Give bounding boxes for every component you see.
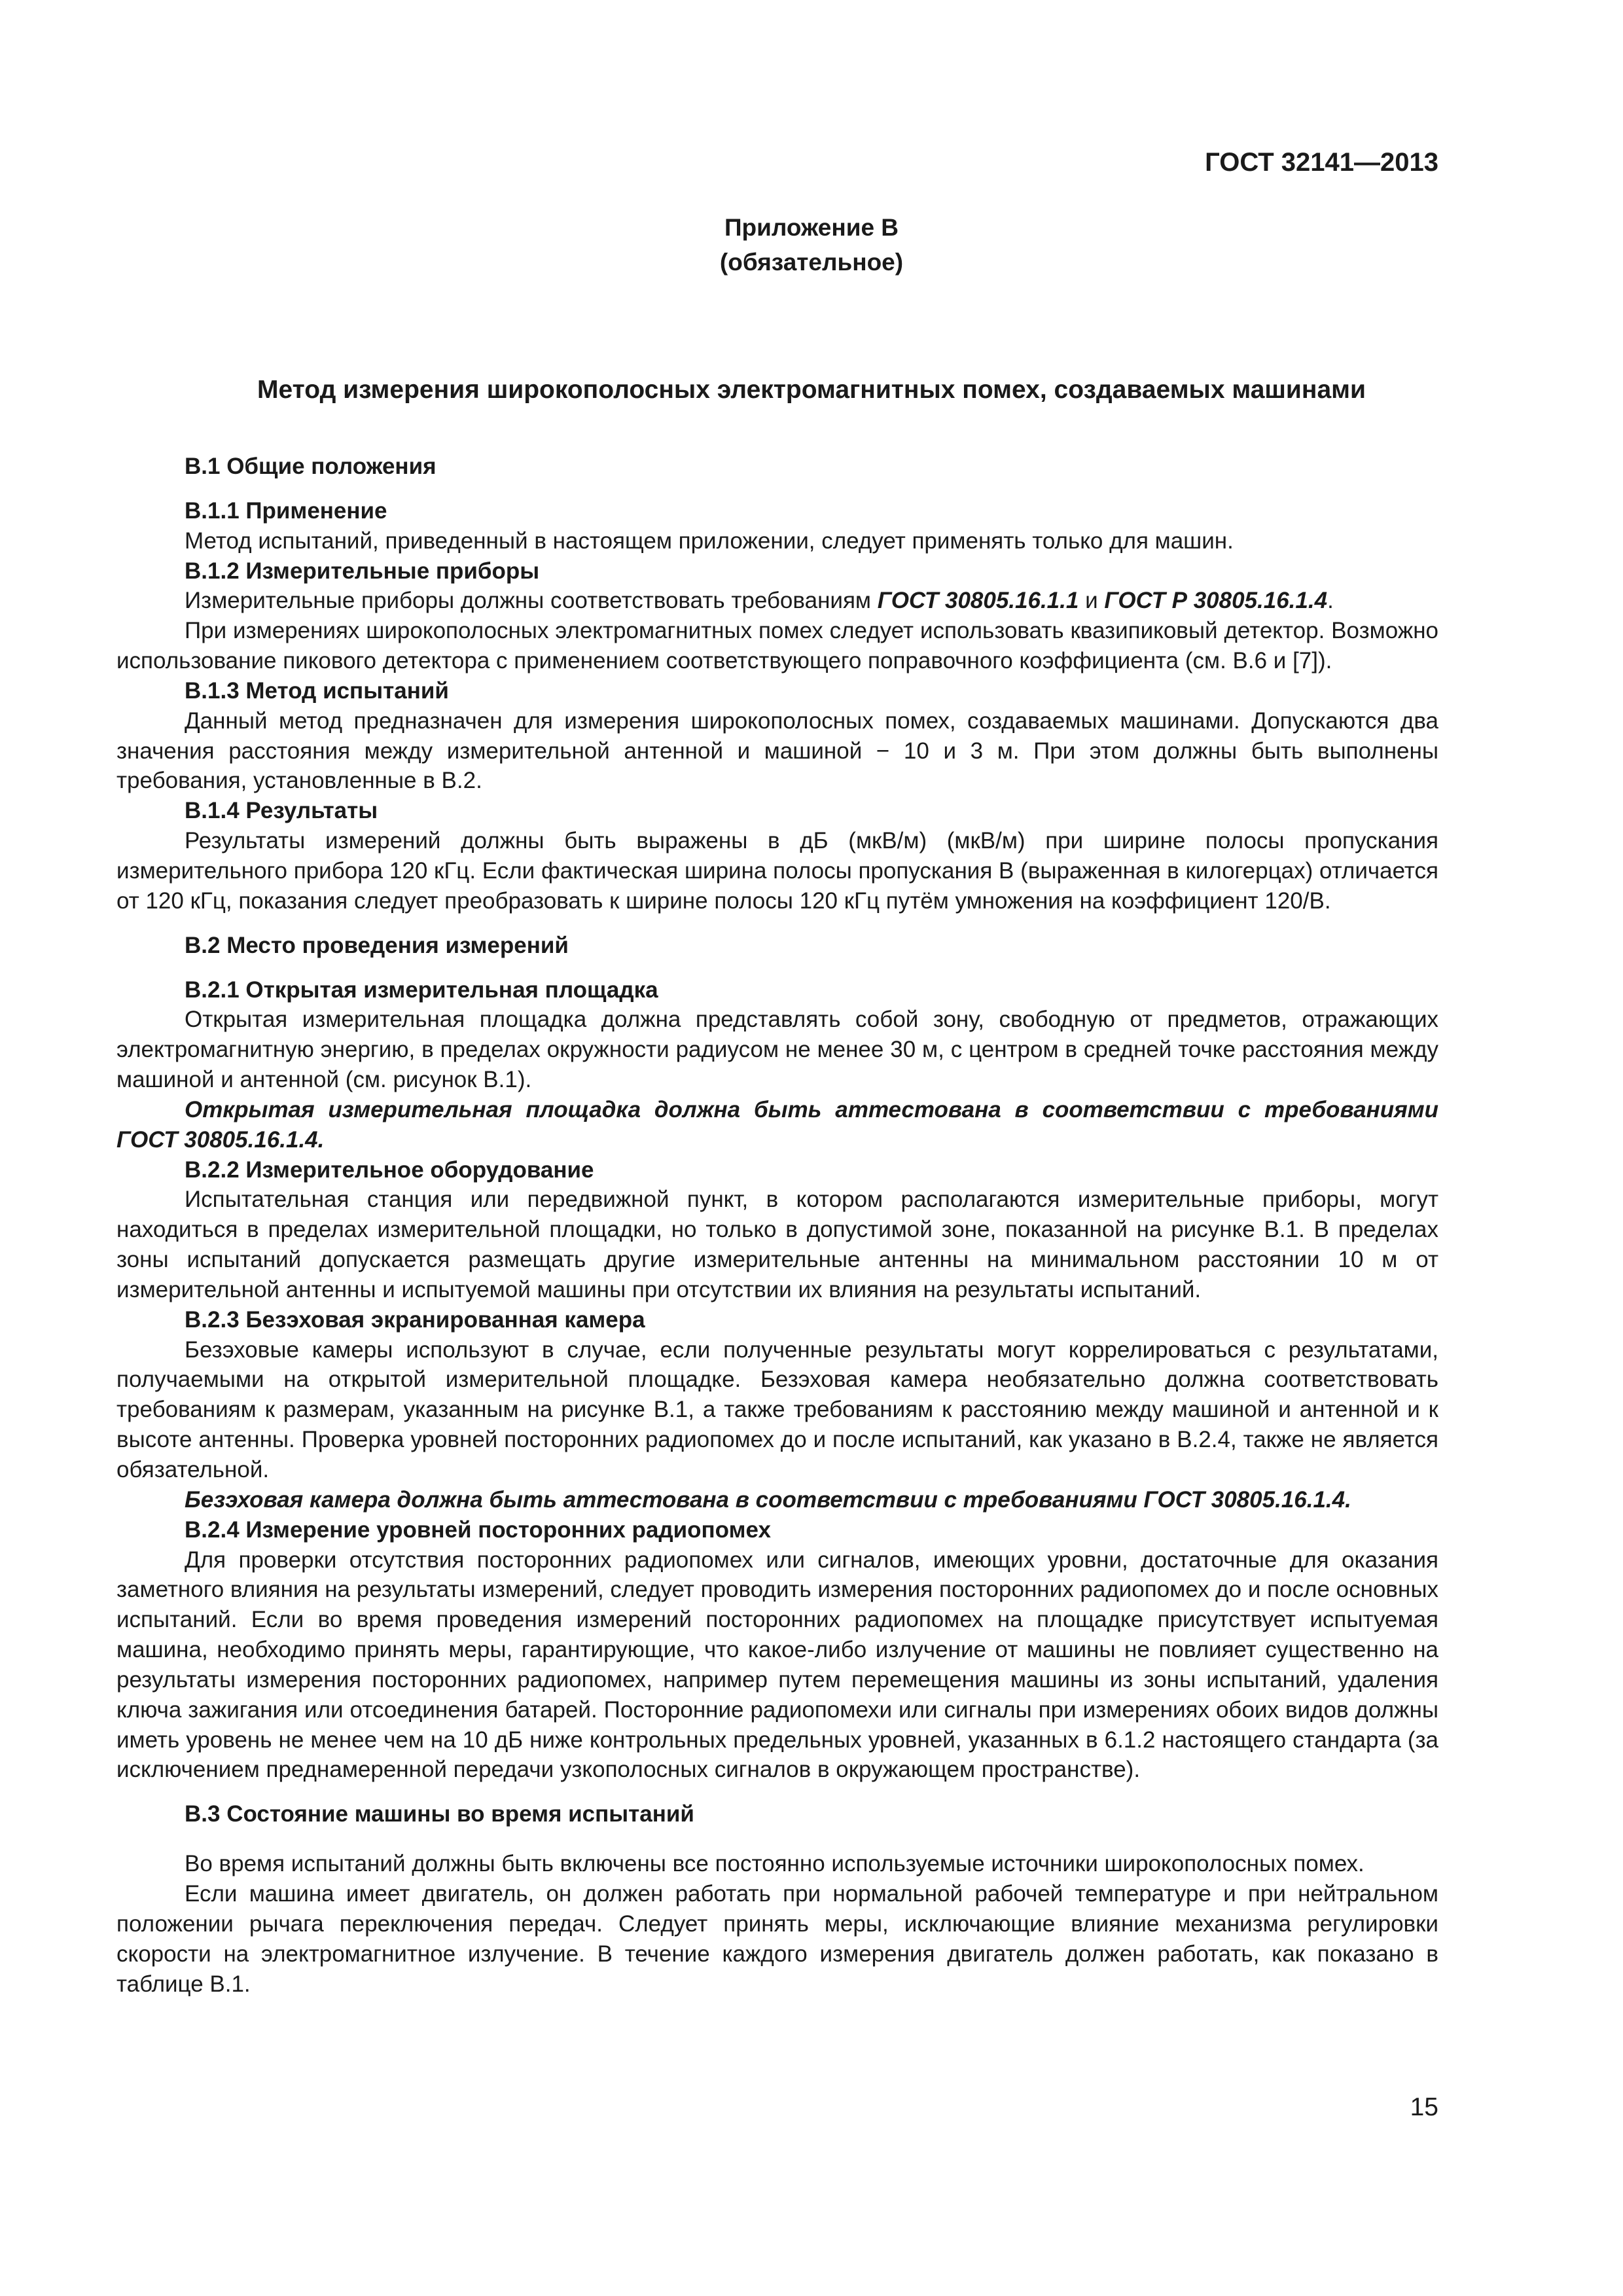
paragraph-b3-engine: Если машина имеет двигатель, он должен работать при нормальной рабочей температуре и при нейтральном положении рычага переключения передач. Следует принять меры, исключающие влияние механизма регулировки скорости на электромагнитное излучение. В течение каждого измерения двигатель должен работать, как показано в таблице В.1. <box>116 1880 1438 1997</box>
section-heading-b3: В.3 Состояние машины во время испытаний <box>185 1801 694 1827</box>
subsection-heading-b24: В.2.4 Измерение уровней посторонних радиопомех <box>185 1516 771 1543</box>
paragraph-b3-sources: Во время испытаний должны быть включены все постоянно используемые источники широкополосных помех. <box>185 1851 1364 1877</box>
paragraph-b22: Испытательная станция или передвижной пункт, в котором располагаются измерительные приборы, могут находиться в пределах измерительной площадки, но только в допустимой зоне, показанной на рисунке В.1. В пределах зоны испытаний допускается размещать другие измерительные антенны на минимальном расстоянии 10 м от измерительной антенны и испытуемой машины при отсутствии их влияния на результаты испытаний. <box>116 1187 1438 1302</box>
subsection-heading-b12: В.1.2 Измерительные приборы <box>185 558 540 584</box>
text-run: и <box>1079 588 1105 614</box>
paragraph-b14: Результаты измерений должны быть выражены в дБ (мкВ/м) (мкВ/м) при ширине полосы пропускания измерительного прибора 120 кГц. Если фактическая ширина полосы пропускания В (выраженная в килогерцах) отличается от 120 кГц, показания следует преобразовать к ширине полосы 120 кГц путём умножения на коэффициент 120/В. <box>116 828 1438 914</box>
text-run: Измерительные приборы должны соответствовать требованиям <box>185 588 878 614</box>
section-heading-b1: В.1 Общие положения <box>185 454 437 479</box>
paragraph-b12-instruments <box>116 586 1438 616</box>
subsection-heading-b14: В.1.4 Результаты <box>185 798 378 824</box>
document-body <box>116 452 1438 1999</box>
standard-designation: ГОСТ 32141—2013 <box>1205 148 1438 177</box>
subsection-heading-b22: В.2.2 Измерительное оборудование <box>185 1157 594 1183</box>
paragraph-b11: Метод испытаний, приведенный в настоящем приложении, следует применять только для машин. <box>185 528 1234 554</box>
text-run: . <box>1327 588 1334 614</box>
annex-status: (обязательное) <box>719 248 904 276</box>
annex-heading <box>0 211 1623 279</box>
paragraph-b24: Для проверки отсутствия посторонних радиопомех или сигналов, имеющих уровни, достаточные для оказания заметного влияния на результаты измерений, следует проводить измерения посторонних радиопомех до и после основных испытаний. Если во время проведения измерений посторонних радиопомех на площадке присутствует испытуемая машина, необходимо принять меры, гарантирующие, что какое-либо излучение от машины не повлияет существенно на результаты измерения посторонних радиопомех, например путем перемещения машины из зоны испытаний, удаления ключа зажигания или отсоединения батарей. Посторонние радиопомехи или сигналы при измерениях обоих видов должны иметь уровень не менее чем на 10 дБ ниже контрольных предельных уровней, указанных в 6.1.2 настоящего стандарта (за исключением преднамеренной передачи узкополосных сигналов в окружающем пространстве). <box>116 1547 1438 1783</box>
subsection-heading-b21: В.2.1 Открытая измерительная площадка <box>185 977 658 1003</box>
paragraph-b23-attestation: Безэховая камера должна быть аттестована в соответствии с требованиями ГОСТ 30805.16.1.4. <box>185 1486 1351 1513</box>
paragraph-b23: Безэховые камеры используют в случае, если полученные результаты могут коррелироваться с результатами, получаемыми на открытой измерительной площадке. Безэховая камера необязательно должна соответствовать требованиям к размерам, указанным на рисунке В.1, а также требованиям к расстоянию между машиной и антенной и к высоте антенны. Проверка уровней посторонних радиопомех до и после испытаний, как указано в В.2.4, также не является обязательной. <box>116 1336 1438 1482</box>
standard-reference: ГОСТ Р 30805.16.1.4 <box>1104 588 1328 614</box>
subsection-heading-b11: В.1.1 Применение <box>185 497 387 524</box>
standard-reference: ГОСТ 30805.16.1.1 <box>877 588 1079 614</box>
section-heading-b2: В.2 Место проведения измерений <box>185 932 569 958</box>
paragraph-b21-attestation: Открытая измерительная площадка должна быть аттестована в соответствии с требованиями ГОСТ 30805.16.1.4. <box>116 1096 1438 1153</box>
paragraph-b21: Открытая измерительная площадка должна представлять собой зону, свободную от предметов, отражающих электромагнитную энергию, в пределах окружности радиусом не менее 30 м, с центром в средней точке расстояния между машиной и антенной (см. рисунок В.1). <box>116 1007 1438 1093</box>
page-number: 15 <box>1410 2093 1438 2121</box>
document-title: Метод измерения широкополосных электромагнитных помех, создаваемых машинами <box>257 376 1366 404</box>
subsection-heading-b23: В.2.3 Безэховая экранированная камера <box>185 1306 645 1333</box>
paragraph-b13: Данный метод предназначен для измерения широкополосных помех, создаваемых машинами. Допускаются два значения расстояния между измерительной антенной и машиной − 10 и 3 м. При этом должны быть выполнены требования, установленные в В.2. <box>116 708 1438 794</box>
annex-title: Приложение В <box>724 214 899 241</box>
subsection-heading-b13: В.1.3 Метод испытаний <box>185 677 449 704</box>
paragraph-b12-detector: При измерениях широкополосных электромагнитных помех следует использовать квазипиковый детектор. Возможно использование пикового детектора с применением соответствующего поправочного коэффициента (см. В.6 и [7]). <box>116 618 1438 674</box>
